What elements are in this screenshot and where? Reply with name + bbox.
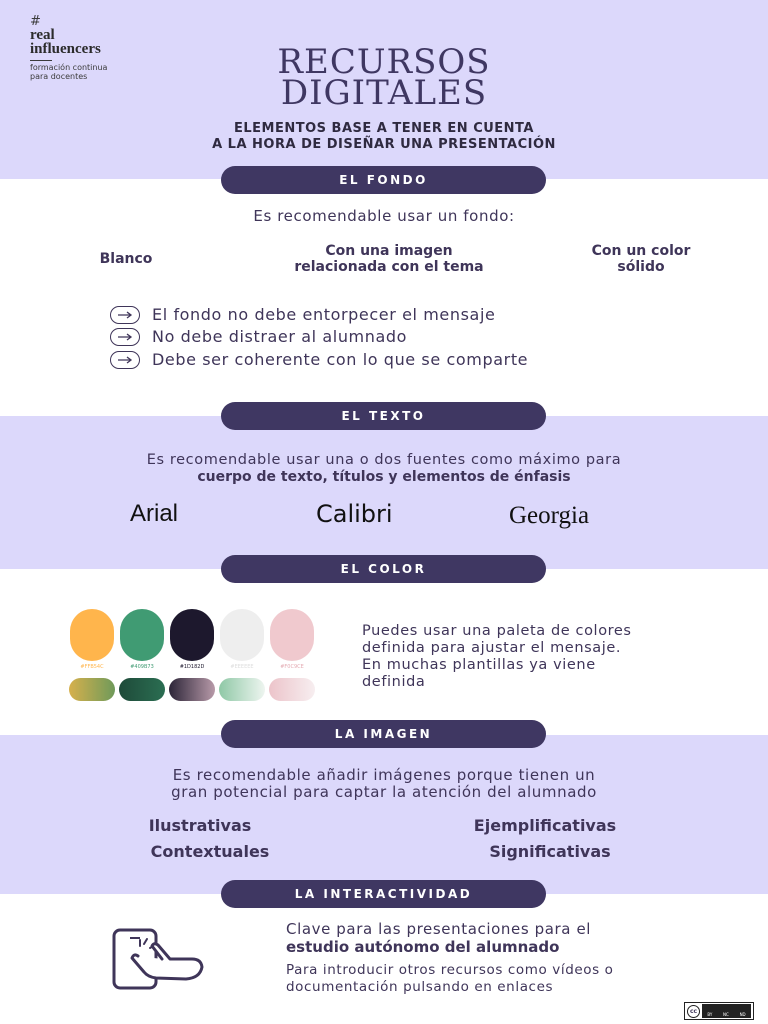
section-pill-texto: EL TEXTO bbox=[221, 402, 546, 430]
section-pill-fondo: EL FONDO bbox=[221, 166, 546, 194]
cc-icon: cc bbox=[687, 1005, 700, 1018]
cc-license-badge bbox=[684, 1002, 754, 1020]
logo-tag1: formación continua bbox=[30, 63, 108, 72]
color-swatch-green bbox=[120, 609, 164, 661]
fondo-bullet-text: El fondo no debe entorpecer el mensaje bbox=[152, 305, 496, 324]
section-pill-interactividad: LA INTERACTIVIDAD bbox=[221, 880, 546, 908]
imagen-description bbox=[0, 767, 768, 801]
arrow-right-icon bbox=[110, 328, 140, 346]
page-title-line2: DIGITALES bbox=[280, 73, 488, 113]
texto-band bbox=[0, 416, 768, 569]
fondo-bullet-text: No debe distraer al alumnado bbox=[152, 327, 408, 346]
logo-line1: real bbox=[30, 27, 55, 43]
color-description bbox=[362, 623, 632, 691]
imagen-line2: gran potencial para captar la atención del alumnado bbox=[171, 783, 597, 801]
page-title-line1: RECURSOS bbox=[277, 42, 491, 82]
color-swatch-orange bbox=[70, 609, 114, 661]
interactividad-line2: estudio autónomo del alumnado bbox=[286, 938, 560, 956]
fondo-option-color-line1: Con un color bbox=[591, 243, 691, 259]
fondo-option-imagen-line2: relacionada con el tema bbox=[294, 259, 484, 275]
font-sample-calibri: Calibri bbox=[316, 500, 393, 528]
fondo-bullet-1 bbox=[110, 305, 495, 324]
arrow-right-icon bbox=[110, 351, 140, 369]
page-subtitle-line2: A LA HORA DE DISEÑAR UNA PRESENTACIÓN bbox=[212, 137, 556, 152]
color-text-line4: definida bbox=[362, 674, 426, 690]
texto-line1: Es recomendable usar una o dos fuentes como máximo para bbox=[146, 452, 622, 468]
imagen-type-ilustrativas: Ilustrativas bbox=[148, 816, 252, 835]
color-swatch-pink bbox=[270, 609, 314, 661]
gradient-swatch-1 bbox=[69, 678, 115, 701]
color-hex-label: #FFB54C bbox=[80, 664, 104, 670]
font-sample-arial: Arial bbox=[130, 500, 179, 527]
cc-terms bbox=[702, 1004, 751, 1018]
logo-hash: # bbox=[30, 14, 41, 29]
gradient-swatch-2 bbox=[119, 678, 165, 701]
color-text-line1: Puedes usar una paleta de colores bbox=[362, 623, 632, 639]
texto-line2: cuerpo de texto, títulos y elementos de énfasis bbox=[197, 469, 571, 485]
imagen-band bbox=[0, 735, 768, 894]
interactividad-line1: Clave para las presentaciones para el bbox=[286, 920, 592, 938]
section-pill-color: EL COLOR bbox=[221, 555, 546, 583]
gradient-swatch-5 bbox=[269, 678, 315, 701]
cc-by-label: BY bbox=[707, 1012, 713, 1017]
header bbox=[0, 42, 768, 153]
fondo-option-blanco: Blanco bbox=[99, 251, 153, 267]
color-hex-label: #409B73 bbox=[130, 664, 154, 670]
cc-nc-label: NC bbox=[723, 1012, 729, 1017]
gradient-swatch-3 bbox=[169, 678, 215, 701]
section-pill-imagen: LA IMAGEN bbox=[221, 720, 546, 748]
interactividad-line4: documentación pulsando en enlaces bbox=[286, 979, 554, 995]
logo-tag2: para docentes bbox=[30, 72, 88, 81]
fondo-bullet-3 bbox=[110, 350, 528, 369]
imagen-type-significativas: Significativas bbox=[489, 842, 611, 861]
cc-nd-label: ND bbox=[739, 1012, 746, 1017]
page-subtitle-line1: ELEMENTOS BASE A TENER EN CUENTA bbox=[234, 121, 534, 136]
color-text-line2: definida para ajustar el mensaje. bbox=[362, 640, 622, 656]
fondo-option-imagen bbox=[234, 243, 544, 275]
interactividad-line3: Para introducir otros recursos como vídeos o bbox=[286, 962, 614, 978]
color-hex-label: #EEEEEE bbox=[230, 664, 254, 670]
gradient-swatch-4 bbox=[219, 678, 265, 701]
fondo-intro: Es recomendable usar un fondo: bbox=[253, 207, 515, 225]
color-swatch-dark bbox=[170, 609, 214, 661]
fondo-option-color bbox=[556, 243, 726, 275]
logo-line2: influencers bbox=[30, 41, 101, 57]
color-hex-label: #F0C9CE bbox=[280, 664, 304, 670]
imagen-line1: Es recomendable añadir imágenes porque tienen un bbox=[172, 766, 596, 784]
fondo-bullet-2 bbox=[110, 327, 407, 346]
color-swatch-grey bbox=[220, 609, 264, 661]
font-sample-georgia: Georgia bbox=[509, 502, 590, 529]
fondo-bullet-text: Debe ser coherente con lo que se comparte bbox=[152, 350, 529, 369]
imagen-type-ejemplificativas: Ejemplificativas bbox=[473, 816, 617, 835]
phone-tap-icon bbox=[108, 926, 220, 992]
fondo-option-color-line2: sólido bbox=[617, 259, 665, 275]
fondo-option-imagen-line1: Con una imagen bbox=[325, 243, 453, 259]
arrow-right-icon bbox=[110, 306, 140, 324]
color-hex-label: #1D182D bbox=[179, 664, 205, 670]
color-text-line3: En muchas plantillas ya viene bbox=[362, 657, 596, 673]
imagen-type-contextuales: Contextuales bbox=[150, 842, 270, 861]
